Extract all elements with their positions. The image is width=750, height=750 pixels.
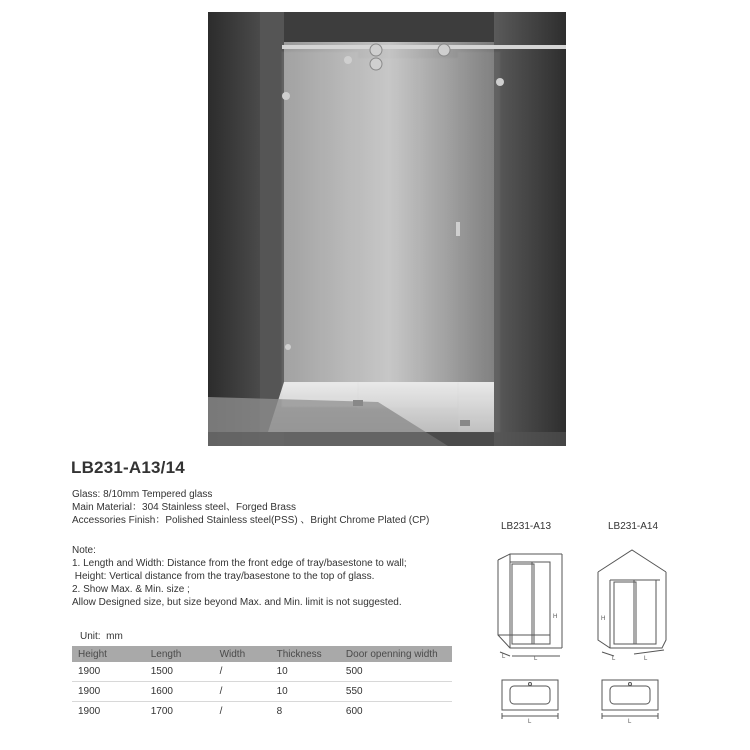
diagram-a13-perspective: [490, 540, 570, 660]
diagram-label-a13: LB231-A13: [501, 521, 552, 532]
cell-length: 1700: [150, 706, 173, 717]
note-line-1: 1. Length and Width: Distance from the front edge of tray/basestone to wall;: [72, 558, 407, 569]
note-line-3: 2. Show Max. & Min. size ;: [72, 584, 190, 595]
size-table-header-row: [72, 646, 452, 662]
header-length: Length: [151, 646, 220, 662]
diagram-a14-tray-plan: [600, 676, 662, 724]
cell-door-width: 550: [346, 682, 452, 702]
cell-thickness: 10: [277, 682, 346, 702]
cell-door-width: 600: [345, 706, 363, 717]
header-door-opening-width: Door openning width: [346, 646, 452, 662]
spec-glass: Glass: 8/10mm Tempered glass: [72, 489, 213, 500]
spec-finish: Accessories Finish：Polished Stainless steel(PSS) 、Bright Chrome Plated (CP): [72, 515, 430, 526]
a13-tray-length-dim: L: [528, 719, 532, 724]
cell-height: 1900: [72, 662, 151, 682]
header-height: Height: [72, 646, 151, 662]
a13-width-dim: L: [502, 654, 506, 660]
unit-label: Unit: mm: [80, 631, 123, 642]
table-row: [72, 682, 452, 702]
cell-thickness: 8: [276, 706, 283, 717]
size-table: [72, 646, 452, 721]
cell-height: 1900: [72, 682, 151, 702]
diagram-label-a14: LB231-A14: [608, 521, 659, 532]
cell-height: 1900: [78, 706, 101, 717]
cell-thickness: 10: [277, 662, 346, 682]
spec-material: Main Material：304 Stainless steel、Forged Brass: [72, 502, 296, 513]
product-photo: [208, 12, 566, 446]
note-line-2: Height: Vertical distance from the tray/basestone to the top of glass.: [72, 571, 375, 582]
diagram-a14-perspective: [594, 540, 674, 660]
cell-length: 1600: [151, 682, 220, 702]
header-thickness: Thickness: [277, 646, 346, 662]
a14-tray-length-dim: L: [628, 719, 632, 724]
a14-width-dim: L: [612, 656, 616, 660]
table-row: [72, 662, 452, 682]
notes-section: [72, 544, 407, 609]
product-model-title: LB231-A13/14: [71, 458, 185, 477]
cell-width: /: [220, 662, 277, 682]
header-width: Width: [220, 646, 277, 662]
a14-height-dim: H: [601, 616, 606, 622]
notes-heading: Note:: [72, 545, 96, 556]
shower-enclosure-image: [208, 12, 566, 446]
note-line-4: Allow Designed size, but size beyond Max. and Min. limit is not suggested.: [72, 597, 402, 608]
spec-list: [72, 488, 429, 527]
diagram-a13-tray-plan: [500, 676, 562, 724]
cell-width: /: [219, 706, 223, 717]
a13-length-dim: L: [534, 656, 538, 660]
cell-width: /: [220, 682, 277, 702]
cell-door-width: 500: [346, 662, 452, 682]
table-row: [72, 702, 452, 722]
a13-height-dim: H: [553, 614, 558, 620]
cell-length: 1500: [151, 662, 220, 682]
a14-length-dim: L: [644, 656, 648, 660]
